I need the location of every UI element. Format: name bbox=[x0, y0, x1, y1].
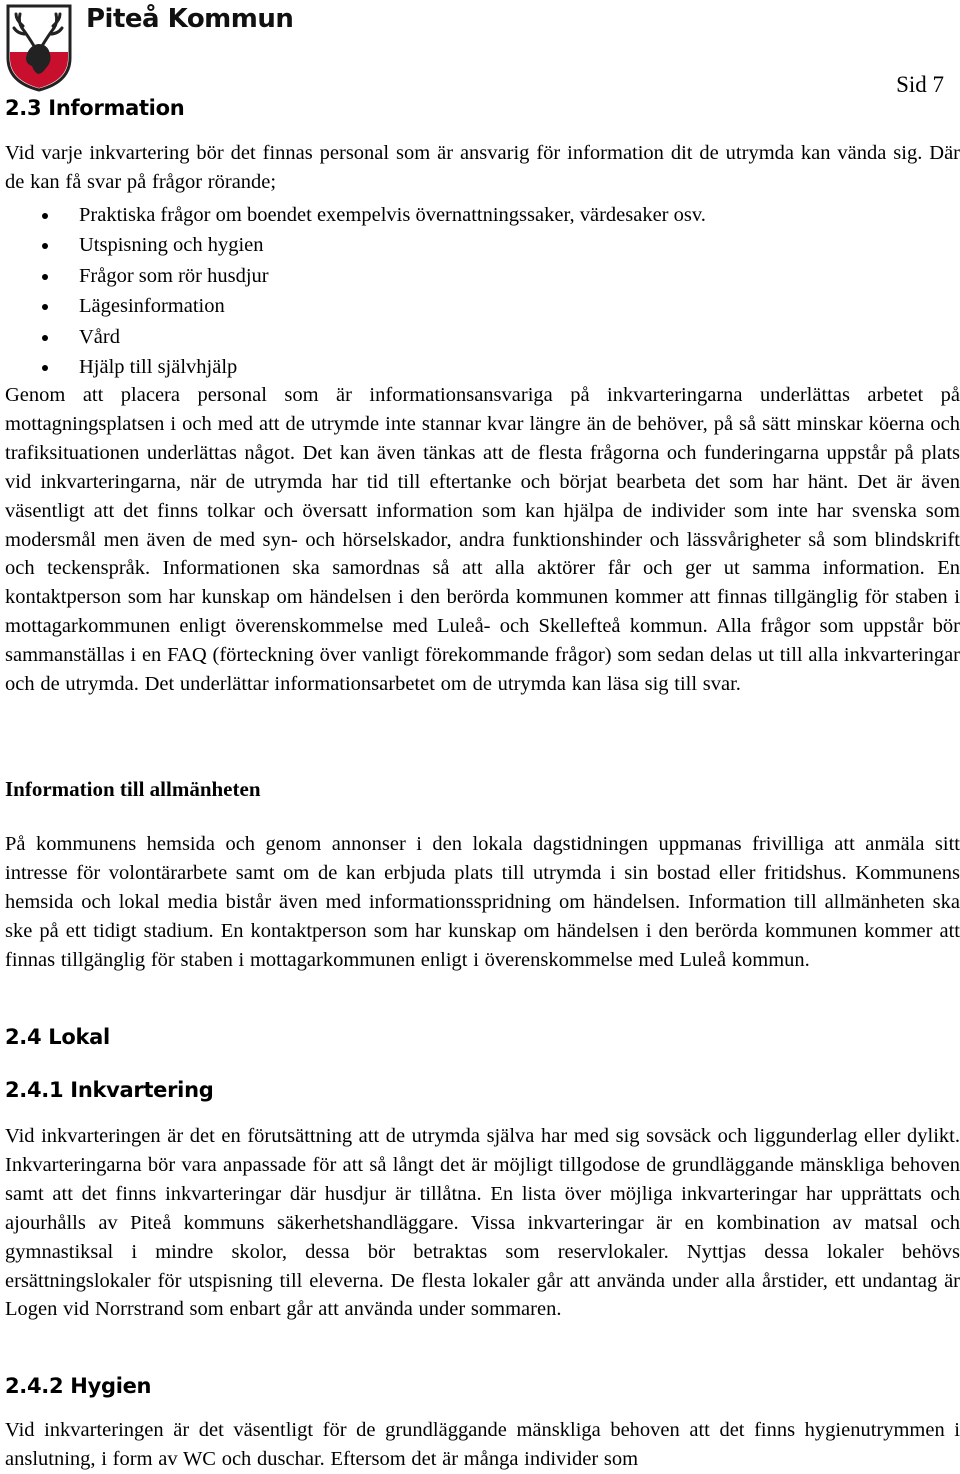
section-2-3-intro: Vid varje inkvartering bör det finnas personal som är ansvarig för information dit de utrymda kan vända sig. Där de kan få svar på frågor rörande; bbox=[5, 142, 960, 193]
bullet-icon bbox=[42, 304, 48, 310]
list-item-text: Utspisning och hygien bbox=[79, 234, 264, 257]
bullet-icon bbox=[42, 365, 48, 371]
bullet-icon bbox=[42, 274, 48, 280]
list-item-text: Hjälp till självhjälp bbox=[79, 355, 238, 378]
list-item-text: Vård bbox=[79, 325, 120, 348]
bullet-icon bbox=[42, 213, 48, 219]
organization-name: Piteå Kommun bbox=[86, 4, 294, 34]
list-item bbox=[5, 291, 706, 321]
list-item-text: Frågor som rör husdjur bbox=[79, 264, 269, 287]
section-heading-2-4-2: 2.4.2 Hygien bbox=[5, 1374, 152, 1398]
info-topics-list bbox=[5, 200, 706, 382]
list-item-text: Praktiska frågor om boendet exempelvis övernattningssaker, värdesaker osv. bbox=[79, 204, 706, 226]
list-item bbox=[5, 261, 706, 291]
section-2-4-1-body: Vid inkvarteringen är det en förutsättning att de utrymda själva har med sig sovsäck och liggunderlag eller dylikt. Inkvarteringarna bör vara anpassade för att så långt det är möjligt tillgodose de grundläggande mänskliga behoven samt att det finns inkvarteringar där husdjur är tillåtna. En lista över möjliga inkvarteringar har upprättats och ajourhålls av Piteå kommuns säkerhetshandläggare. Vissa inkvarteringar är en kombination av matsal och gymnastiksal i mindre skolor, dessa bör betraktas som reservlokaler. Nyttjas dessa lokaler behövs ersättningslokaler för utspisning till eleverna. De flesta lokaler går att använda under alla årstider, ett undantag är Logen vid Norrstrand som enbart går att använda under sommaren. bbox=[5, 1125, 960, 1321]
section-2-3-body: Genom att placera personal som är informationsansvariga på inkvarteringarna underlättas arbetet på mottagningsplatsen i och med att de utrymde inte stannar kvar längre än de behöver, på så sätt minskar köerna och trafiksituationen underlättas något. Det kan även tänkas att de flesta frågorna och funderingarna uppstår på plats vid inkvarteringarna, när de utrymda har tid till eftertanke och börjat bearbeta det som har hänt. Det är även väsentligt att det finns tolkar och översatt information som kan hjälpa de individer som inte har svenska som modersmål men även de med syn- och hörselskador, andra funktionshinder och lässvårigheter så som blindskrift och teckenspråk. Informationen ska samordnas så att alla aktörer får och ger ut samma information. En kontaktperson som har kunskap om händelsen i den berörda kommunen kommer att finnas tillgänglig för staben i mottagarkommunen enligt överenskommelse med Luleå- och Skellefteå kommun. Alla frågor som uppstår bör sammanställas i en FAQ (förteckning över vanligt förekommande frågor) som sedan delas ut till alla inkvarteringar och de utrymda. Det underlättar informationsarbetet om de utrymda kan läsa sig till svar. bbox=[5, 384, 960, 696]
list-item bbox=[5, 200, 706, 230]
page-number: Sid 7 bbox=[896, 72, 944, 97]
section-2-4-2-body: Vid inkvarteringen är det väsentligt för de grundläggande mänskliga behoven att det finns hygienutrymmen i anslutning, i form av WC och duschar. Eftersom det är många individer som bbox=[5, 1419, 960, 1470]
section-heading-2-4-1: 2.4.1 Inkvartering bbox=[5, 1078, 214, 1102]
section-heading-2-4: 2.4 Lokal bbox=[5, 1025, 110, 1049]
subheading-public-information: Information till allmänheten bbox=[5, 777, 261, 801]
bullet-icon bbox=[42, 335, 48, 341]
list-item bbox=[5, 322, 706, 352]
list-item bbox=[5, 352, 706, 382]
reindeer-crest-icon bbox=[4, 2, 74, 92]
public-information-body: På kommunens hemsida och genom annonser i den lokala dagstidningen uppmanas frivilliga att anmäla sitt intresse för volontärarbete samt om de kan erbjuda plats till utrymda i sin bostad eller fritidshus. Kommunens hemsida och lokal media bistår även med informationsspridning om händelsen. Information till allmänheten ska ske på ett tidigt stadium. En kontaktperson som har kunskap om händelsen i den berörda kommunen kommer att finnas tillgänglig för staben i mottagarkommunen enligt i överenskommelse med Luleå kommun. bbox=[5, 833, 960, 971]
bullet-icon bbox=[42, 243, 48, 249]
list-item bbox=[5, 230, 706, 260]
list-item-text: Lägesinformation bbox=[79, 295, 225, 318]
section-heading-2-3: 2.3 Information bbox=[5, 96, 185, 120]
